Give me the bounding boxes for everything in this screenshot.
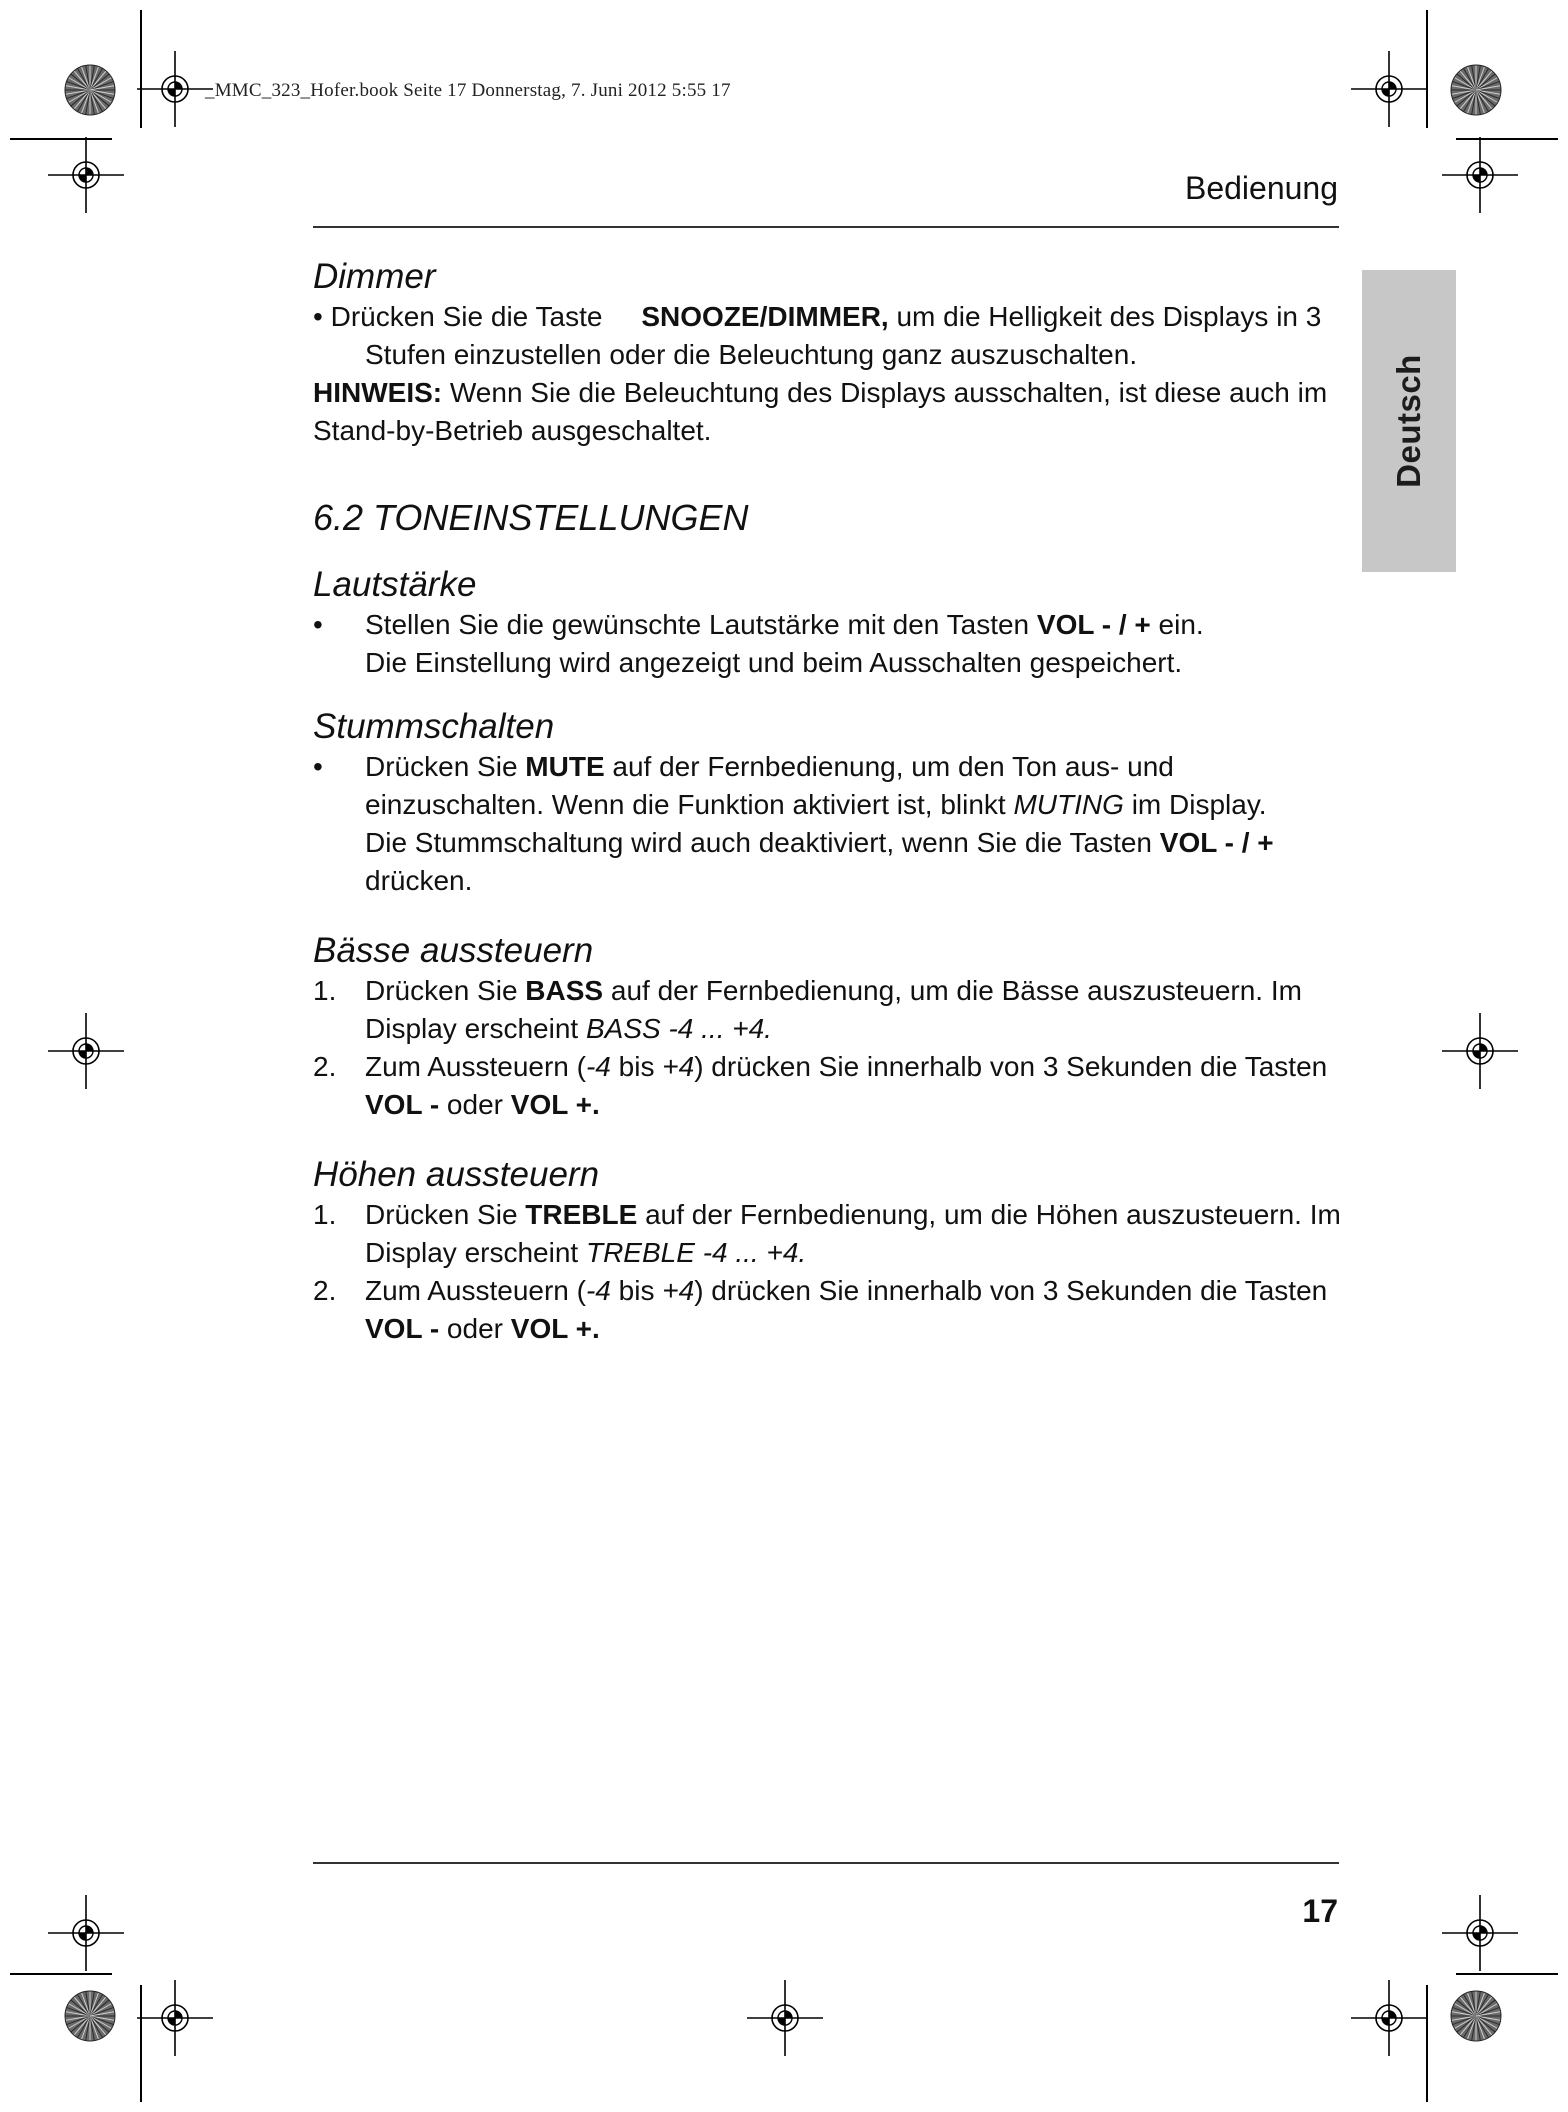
crop-mark-icon [1426, 10, 1428, 128]
volume-block [313, 564, 1343, 682]
treble-heading: Höhen aussteuern [313, 1155, 600, 1194]
bullet: • [313, 609, 323, 640]
registration-mark-icon [1442, 137, 1518, 213]
step-number: 1. [313, 975, 337, 1006]
footer-rule [313, 1862, 1339, 1864]
bullet: • [313, 301, 323, 332]
section-title: 6.2 TONEINSTELLUNGEN [313, 497, 749, 538]
bullet: • [313, 751, 323, 782]
registration-mark-icon [48, 1895, 124, 1971]
mute-block [313, 706, 1343, 900]
dimmer-block [313, 256, 1343, 450]
list-item: 2. Zum Aussteuern (-4 bis +4) drücken Sie innerhalb von 3 Sekunden die Tasten VOL - oder VOL +. [313, 1272, 1343, 1348]
mute-heading: Stummschalten [313, 707, 555, 746]
list-item: • Stellen Sie die gewünschte Lautstärke mit den Tasten VOL - / + ein. Die Einstellung wird angezeigt und beim Ausschalten gespeichert. [313, 606, 1343, 682]
registration-mark-icon [48, 1013, 124, 1089]
color-wheel-icon [1450, 64, 1502, 116]
note-label: HINWEIS: [313, 377, 443, 408]
registration-mark-icon [1442, 1013, 1518, 1089]
registration-mark-icon [137, 51, 213, 127]
registration-mark-icon [1442, 1895, 1518, 1971]
dimmer-instruction: • Drücken Sie die Taste SNOOZE/DIMMER, um die Helligkeit des Displays in 3 Stufen einzustellen oder die Beleuchtung ganz auszuschalten. [313, 301, 1322, 370]
list-item: 1. Drücken Sie BASS auf der Fernbedienung, um die Bässe auszusteuern. Im Display erscheint BASS -4 ... +4. [313, 972, 1343, 1048]
print-header: _MMC_323_Hofer.book Seite 17 Donnerstag, 7. Juni 2012 5:55 17 [205, 80, 731, 101]
crop-mark-icon [1456, 138, 1558, 140]
bass-block [313, 930, 1343, 1124]
step-number: 2. [313, 1275, 337, 1306]
language-tab [1362, 270, 1456, 572]
list-item: • Drücken Sie MUTE auf der Fernbedienung, um den Ton aus- und einzuschalten. Wenn die Funktion aktiviert ist, blinkt MUTING im Display. Die Stummschaltung wird auch deaktiviert, wenn Sie die Tasten VOL - / + drücken. [313, 748, 1343, 900]
treble-block [313, 1154, 1343, 1348]
crop-mark-icon [1426, 1985, 1428, 2102]
registration-mark-icon [137, 1980, 213, 2056]
list-item: 1. Drücken Sie TREBLE auf der Fernbedienung, um die Höhen auszusteuern. Im Display erscheint TREBLE -4 ... +4. [313, 1196, 1343, 1272]
volume-heading: Lautstärke [313, 565, 477, 604]
snooze-dimmer-key: SNOOZE/DIMMER, [641, 301, 889, 332]
chapter-title: Bedienung [1184, 170, 1338, 206]
page-content [313, 256, 1343, 1378]
dimmer-note: HINWEIS: Wenn Sie die Beleuchtung des Displays ausschalten, ist diese auch im Stand-by-Betrieb ausgeschaltet. [313, 377, 1328, 446]
step-number: 2. [313, 1051, 337, 1082]
crop-mark-icon [10, 138, 112, 140]
registration-mark-icon [1351, 1980, 1427, 2056]
color-wheel-icon [64, 64, 116, 116]
color-wheel-icon [64, 1990, 116, 2042]
dimmer-heading: Dimmer [313, 257, 436, 296]
page-number: 17 [1302, 1893, 1338, 1929]
registration-mark-icon [48, 137, 124, 213]
step-number: 1. [313, 1199, 337, 1230]
registration-mark-icon [1351, 51, 1427, 127]
registration-mark-icon [747, 1980, 823, 2056]
crop-mark-icon [1456, 1973, 1558, 1975]
crop-mark-icon [10, 1973, 112, 1975]
list-item: 2. Zum Aussteuern (-4 bis +4) drücken Sie innerhalb von 3 Sekunden die Tasten VOL - oder VOL +. [313, 1048, 1343, 1124]
header-rule [313, 226, 1339, 228]
language-tab-label: Deutsch [1390, 354, 1427, 488]
color-wheel-icon [1450, 1990, 1502, 2042]
bass-heading: Bässe aussteuern [313, 931, 594, 970]
crop-mark-icon [140, 10, 142, 128]
crop-mark-icon [140, 1985, 142, 2102]
